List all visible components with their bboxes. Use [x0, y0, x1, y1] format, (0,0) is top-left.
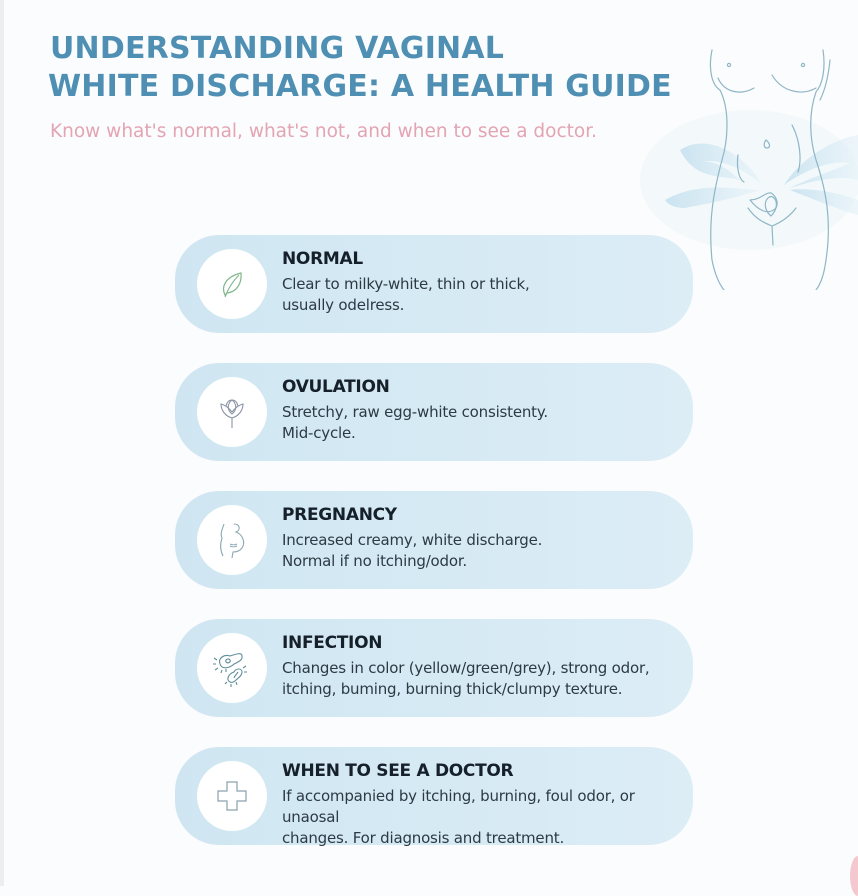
card-description-line-2: Normal if no itching/odor.: [282, 552, 467, 570]
medical-cross-icon: [215, 779, 249, 813]
info-card-normal: [175, 235, 693, 333]
info-card-ovulation: [175, 363, 693, 461]
card-description: [282, 402, 683, 444]
info-card-when-to-see-doctor: [175, 747, 693, 845]
card-title: OVULATION: [282, 377, 390, 397]
lotus-flower-icon: [215, 394, 249, 430]
card-description-line-1: Stretchy, raw egg-white consistenty.: [282, 403, 548, 421]
card-description-line-1: Increased creamy, white discharge.: [282, 531, 543, 549]
page-title: [50, 30, 672, 106]
card-description: [282, 274, 683, 316]
card-description-line-2: itching, buming, burning thick/clumpy texture.: [282, 680, 623, 698]
page-left-edge: [0, 0, 4, 886]
card-description: [282, 530, 683, 572]
card-description: [282, 786, 683, 849]
card-title: PREGNANCY: [282, 505, 397, 525]
icon-badge: [197, 761, 267, 831]
icon-badge: [197, 249, 267, 319]
card-description-line-2: Mid-cycle.: [282, 424, 356, 442]
leaf-icon: [215, 267, 249, 301]
card-description-line-1: Clear to milky-white, thin or thick,: [282, 275, 530, 293]
icon-badge: [197, 633, 267, 703]
card-description-line-2: changes. For diagnosis and treatment.: [282, 829, 565, 847]
page-subtitle: Know what's normal, what's not, and when to see a doctor.: [50, 121, 598, 142]
card-description-line-2: usually odelress.: [282, 296, 405, 314]
title-line-2: WHITE DISCHARGE: A HEALTH GUIDE: [48, 69, 672, 104]
decorative-corner-shape: [850, 856, 858, 896]
info-card-pregnancy: [175, 491, 693, 589]
bacteria-icon: [212, 648, 252, 688]
card-description-line-1: Changes in color (yellow/green/grey), strong odor,: [282, 659, 650, 677]
info-card-infection: [175, 619, 693, 717]
card-description-line-1: If accompanied by itching, burning, foul odor, or unaosal: [282, 787, 635, 826]
card-title: INFECTION: [282, 633, 383, 653]
card-title: WHEN TO SEE A DOCTOR: [282, 761, 514, 781]
card-title: NORMAL: [282, 249, 363, 269]
card-description: [282, 658, 683, 700]
pregnant-belly-icon: [214, 520, 250, 560]
icon-badge: [197, 505, 267, 575]
title-line-1: UNDERSTANDING VAGINAL: [50, 31, 505, 66]
icon-badge: [197, 377, 267, 447]
